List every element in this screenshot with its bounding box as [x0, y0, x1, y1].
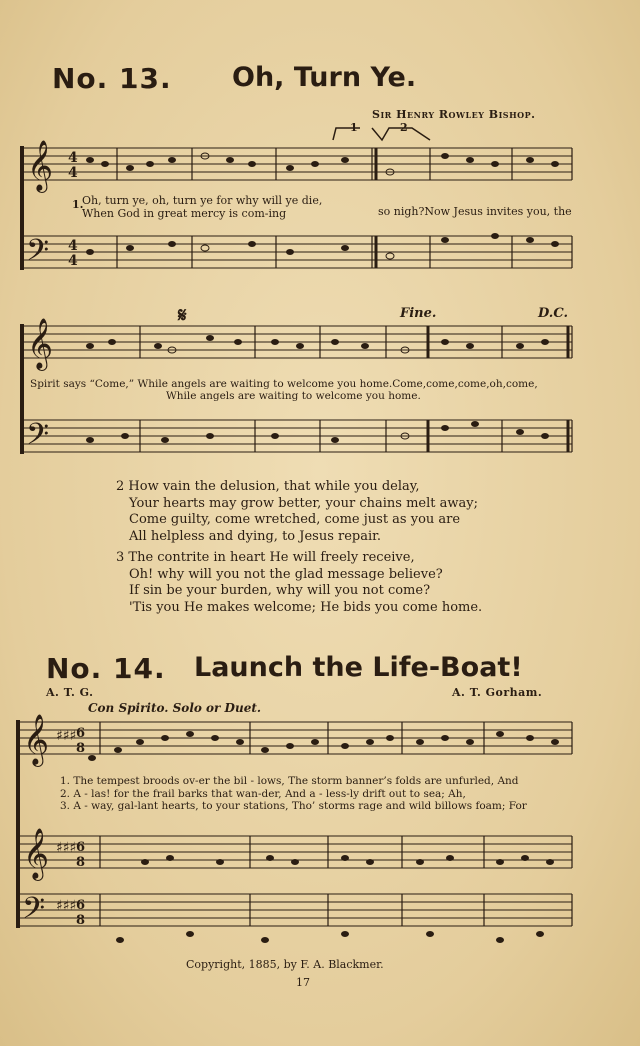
hymn-title: Launch the Life-Boat! [194, 652, 523, 683]
lyric-line-1c: so nigh?Now Jesus invites you, the [378, 205, 572, 218]
hymn-title: Oh, Turn Ye. [232, 62, 417, 93]
svg-text:6: 6 [76, 726, 86, 741]
verse-2-line-3: Come guilty, come wretched, come just as you are [129, 512, 461, 527]
lyric-line-1b: When God in great mercy is com-ing [82, 207, 287, 220]
page-number: 17 [296, 976, 310, 989]
copyright-notice: Copyright, 1885, by F. A. Blackmer. [186, 958, 384, 971]
hymn14-lyric-line-3: 3. A - way, gal-lant hearts, to your stations, Tho’ storms rage and wild billows foam; For [60, 800, 527, 812]
hymn14-lyrics [60, 775, 527, 813]
ending-2-label: 2 [400, 121, 408, 134]
performance-direction: Con Spirito. Solo or Duet. [88, 701, 262, 715]
lyric-line-1a: Oh, turn ye, oh, turn ye for why will ye die, [82, 194, 323, 207]
svg-text:4: 4 [68, 150, 78, 166]
dc-marking: D.C. [538, 306, 568, 321]
hymn-number: No. 13. [52, 62, 172, 95]
verse-number: 1. [72, 198, 84, 211]
verse-3-line-3: If sin be your burden, why will you not come? [129, 583, 431, 598]
fine-marking: Fine. [400, 306, 437, 321]
svg-text:𝄢: 𝄢 [26, 234, 50, 275]
verse-3-line-4: 'Tis you He makes welcome; He bids you come home. [129, 599, 483, 615]
verse-3-line-2: Oh! why will you not the glad message believe? [129, 566, 443, 582]
lyric-line-2a: Spirit says “Come,” While angels are waiting to welcome you home.Come,come,come,oh,come, [30, 378, 538, 390]
svg-text:8: 8 [76, 913, 86, 928]
svg-text:4: 4 [68, 165, 78, 181]
verse-2-line-1: 2 How vain the delusion, that while you delay, [116, 479, 420, 494]
svg-text:8: 8 [76, 855, 86, 870]
lyricist-credit: A. T. G. [46, 686, 94, 699]
composer-credit: Sir Henry Rowley Bishop. [372, 108, 536, 121]
svg-text:𝄢: 𝄢 [22, 892, 46, 933]
svg-text:𝄋: 𝄋 [178, 303, 187, 327]
svg-text:6: 6 [76, 840, 86, 855]
ending-1-label: 1 [350, 121, 358, 134]
svg-text:𝄞: 𝄞 [27, 318, 54, 369]
hymn14-lyric-line-2: 2. A - las! for the frail barks that wan-der, And a - less-ly drift out to sea; Ah, [60, 787, 466, 800]
svg-text:𝄞: 𝄞 [23, 828, 50, 879]
svg-text:8: 8 [76, 741, 86, 756]
verse-3-line-1: 3 The contrite in heart He will freely receive, [116, 550, 415, 565]
verse-2-line-2: Your hearts may grow better, your chains melt away; [129, 495, 478, 511]
hymn14-lyric-line-1: 1. The tempest broods ov-er the bil - lows, The storm banner’s folds are unfurled, And [60, 775, 519, 787]
verse-2-line-4: All helpless and dying, to Jesus repair. [129, 528, 382, 544]
svg-text:♯♯♯: ♯♯♯ [56, 840, 77, 856]
svg-text:𝄞: 𝄞 [27, 140, 54, 191]
hymn-number: No. 14. [46, 652, 166, 685]
svg-text:4: 4 [68, 253, 78, 269]
composer-credit: A. T. Gorham. [452, 686, 543, 699]
svg-text:♯♯♯: ♯♯♯ [56, 898, 77, 914]
svg-text:4: 4 [68, 238, 78, 254]
svg-text:𝄢: 𝄢 [26, 418, 50, 459]
lyric-line-2b: While angels are waiting to welcome you home. [166, 390, 421, 402]
svg-text:𝄞: 𝄞 [23, 714, 50, 765]
svg-text:♯♯♯: ♯♯♯ [56, 728, 77, 744]
svg-text:6: 6 [76, 898, 86, 913]
